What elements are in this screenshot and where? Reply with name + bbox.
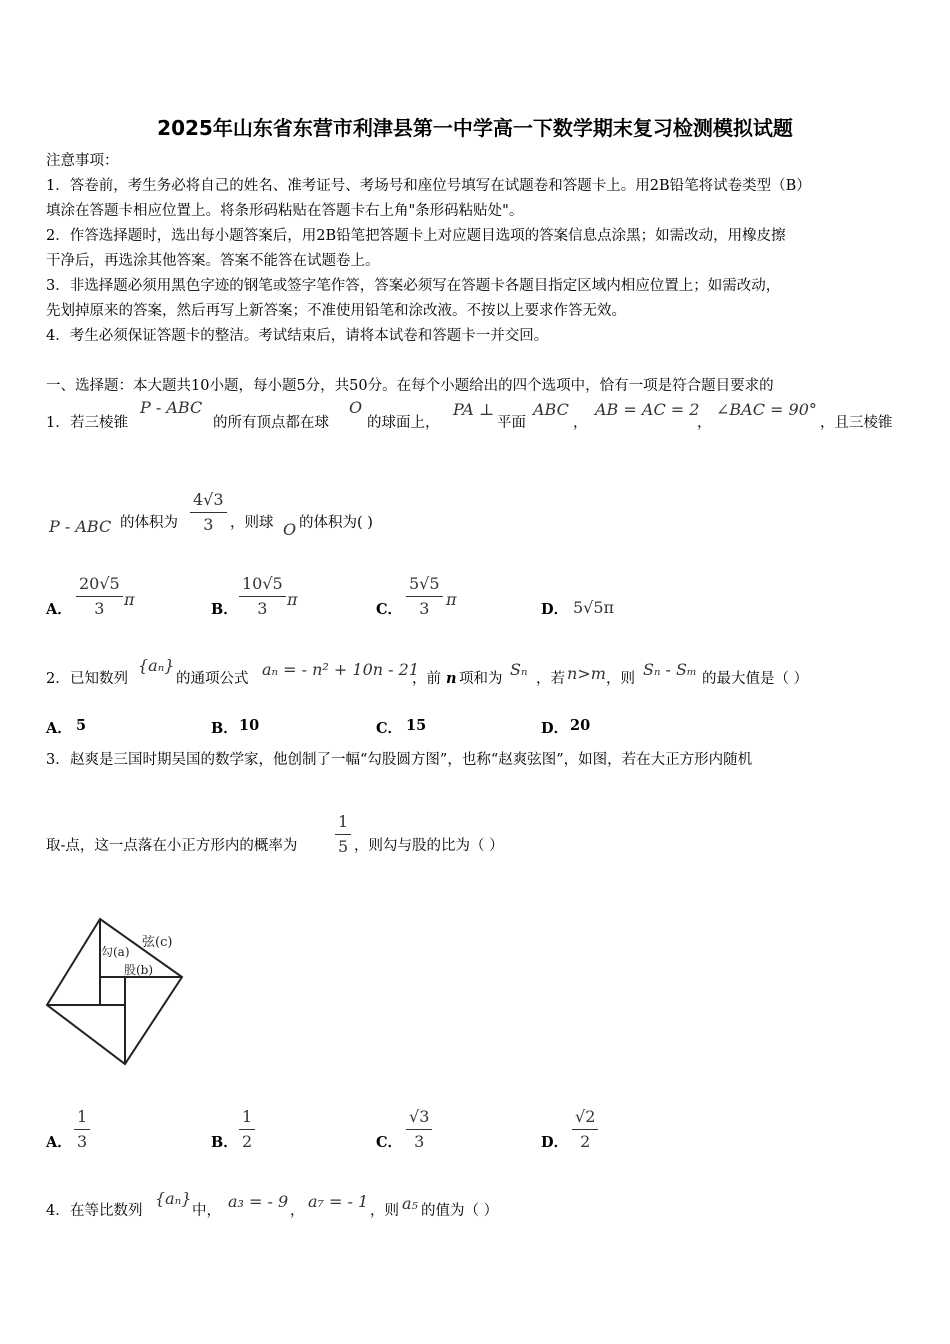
option-fraction	[406, 574, 443, 619]
pi-symbol: π	[124, 590, 135, 609]
pi-symbol: π	[287, 590, 298, 609]
option-value: 20	[570, 717, 591, 734]
question-number: 3．	[46, 752, 70, 768]
page-title: 2025年山东省东营市利津县第一中学高一下数学期末复习检测模拟试题	[157, 116, 793, 140]
option-label: D．	[541, 601, 569, 618]
question-number: 2．	[46, 671, 70, 687]
q2-text: ，前	[412, 671, 441, 687]
q4-text: 的值为（ ）	[421, 1203, 499, 1219]
q4-text: 在等比数列	[70, 1203, 143, 1219]
fraction-numerator: 1	[335, 812, 351, 835]
fraction-numerator: 10√5	[239, 574, 286, 597]
fraction-numerator: 1	[239, 1107, 255, 1130]
option-label: C．	[376, 720, 403, 737]
fraction-denominator: 3	[257, 599, 268, 618]
q4-math-a3: a₃ = - 9	[228, 1192, 289, 1211]
fraction-numerator: 5√5	[406, 574, 443, 597]
fraction-denominator: 3	[77, 1132, 88, 1151]
pi-symbol: π	[446, 590, 457, 609]
q2-math-difference: Sₙ - Sₘ	[643, 660, 697, 679]
option-label: C．	[376, 601, 403, 618]
q1-text: 的体积为( )	[299, 515, 373, 531]
q1-text: ，且三棱锥	[820, 415, 893, 431]
option-label: B．	[211, 720, 238, 737]
label-xian: 弦(c)	[142, 935, 173, 950]
q3-text: 取-点，这一点落在小正方形内的概率为	[46, 838, 298, 854]
q1-text: ，	[697, 415, 712, 431]
q3-text: 赵爽是三国时期吴国的数学家，他创制了一幅“勾股圆方图”，也称“赵爽弦图”，如图，若在大正方形内随机	[70, 752, 753, 768]
q2-text: ，则	[606, 671, 635, 687]
option-value: 5√5π	[573, 598, 615, 617]
q2-math-condition: n>m	[567, 664, 606, 683]
option-fraction	[76, 574, 123, 619]
notice-line: 1．答卷前，考生务必将自己的姓名、准考证号、考场号和座位号填写在试题卷和答题卡上。用2B铅笔将试卷类型（B）	[46, 178, 811, 194]
option-fraction	[572, 1107, 598, 1152]
fraction-denominator: 3	[94, 599, 105, 618]
q2-text: 的最大值是（ ）	[702, 671, 809, 687]
q1-math-pyramid: P - ABC	[140, 398, 203, 417]
notice-line: 2．作答选择题时，选出每小题答案后，用2B铅笔把答题卡上对应题目选项的答案信息点涂黑；如需改动，用橡皮擦	[46, 228, 786, 244]
q2-math-sequence: {aₙ}	[138, 656, 175, 675]
label-gu: 股(b)	[124, 963, 154, 977]
notice-line: 4．考生必须保证答题卡的整洁。考试结束后，请将本试卷和答题卡一并交回。	[46, 328, 549, 344]
q2-math-formula: aₙ = - n² + 10n - 21	[262, 660, 419, 679]
notice-line: 干净后，再选涂其他答案。答案不能答在试题卷上。	[46, 253, 380, 269]
q2-text-n: n	[446, 670, 457, 687]
fraction-numerator: 4√3	[190, 490, 227, 513]
q2-text: 已知数列	[70, 671, 128, 687]
q2-text: 的通项公式	[176, 671, 249, 687]
option-label: D．	[541, 1134, 569, 1151]
option-value: 10	[239, 717, 260, 734]
q1-text: 的体积为	[120, 515, 178, 531]
fraction-numerator: 20√5	[76, 574, 123, 597]
q1-text: ，	[573, 415, 588, 431]
notice-line: 填涂在答题卡相应位置上。将条形码粘贴在答题卡右上角"条形码粘贴处"。	[46, 203, 524, 219]
fraction-denominator: 3	[419, 599, 430, 618]
option-fraction	[239, 1107, 255, 1152]
fraction-denominator: 2	[242, 1132, 253, 1151]
option-fraction	[74, 1107, 90, 1152]
q2-text: ，若	[536, 671, 565, 687]
option-value: 5	[76, 717, 87, 734]
q4-text: 中，	[192, 1203, 221, 1219]
option-label: D．	[541, 720, 569, 737]
option-label: A．	[46, 601, 72, 618]
notice-line: 先划掉原来的答案，然后再写上新答案；不准使用铅笔和涂改液。不按以上要求作答无效。	[46, 303, 626, 319]
option-label: B．	[211, 601, 238, 618]
fraction-denominator: 5	[338, 837, 349, 856]
q2-text: 项和为	[459, 671, 503, 687]
q1-math-sphere: O	[349, 398, 363, 417]
q3-probability-fraction	[335, 812, 351, 857]
q1-volume-fraction	[190, 490, 227, 535]
q1-math-perp: PA ⊥	[453, 400, 494, 419]
q4-math-a5: a₅	[402, 1194, 418, 1213]
option-label: B．	[211, 1134, 238, 1151]
fraction-numerator: 1	[74, 1107, 90, 1130]
question-number: 4．	[46, 1203, 70, 1219]
q4-math-a7: a₇ = - 1	[308, 1192, 369, 1211]
q4-text: ，	[290, 1203, 305, 1219]
option-fraction	[239, 574, 286, 619]
q1-math-sides: AB = AC = 2	[595, 400, 700, 419]
question-number: 1．	[46, 415, 70, 431]
option-fraction	[406, 1107, 432, 1152]
fraction-denominator: 3	[414, 1132, 425, 1151]
section-heading: 一、选择题：本大题共10小题，每小题5分，共50分。在每个小题给出的四个选项中，恰有一项是符合题目要求的	[46, 378, 774, 394]
option-label: A．	[46, 720, 72, 737]
q3-text: ，则勾与股的比为（ ）	[354, 838, 504, 854]
fraction-denominator: 3	[203, 515, 214, 534]
q1-math-pyramid: P - ABC	[49, 517, 112, 536]
q1-text: 的所有顶点都在球	[213, 415, 329, 431]
q4-math-sequence: {aₙ}	[155, 1189, 192, 1208]
q1-text: 平面	[497, 415, 526, 431]
fraction-numerator: √2	[572, 1107, 598, 1130]
label-gou: 勾(a)	[101, 945, 130, 959]
q1-text: 的球面上，	[367, 415, 440, 431]
notice-heading: 注意事项：	[46, 153, 119, 169]
option-label: A．	[46, 1134, 72, 1151]
option-label: C．	[376, 1134, 403, 1151]
q1-text: ，则球	[230, 515, 274, 531]
fraction-numerator: √3	[406, 1107, 432, 1130]
q1-math-angle: ∠BAC = 90°	[716, 400, 817, 419]
q2-math-sum: Sₙ	[510, 660, 528, 679]
option-value: 15	[406, 717, 427, 734]
q1-math-plane: ABC	[533, 400, 569, 419]
q1-text: 若三棱锥	[70, 415, 128, 431]
fraction-denominator: 2	[580, 1132, 591, 1151]
q1-math-sphere: O	[283, 520, 297, 539]
notice-line: 3．非选择题必须用黑色字迹的钢笔或签字笔作答，答案必须写在答题卡各题目指定区域内相应位置上；如需改动，	[46, 278, 781, 294]
zhao-shuang-diagram	[44, 915, 189, 1070]
q4-text: ，则	[370, 1203, 399, 1219]
